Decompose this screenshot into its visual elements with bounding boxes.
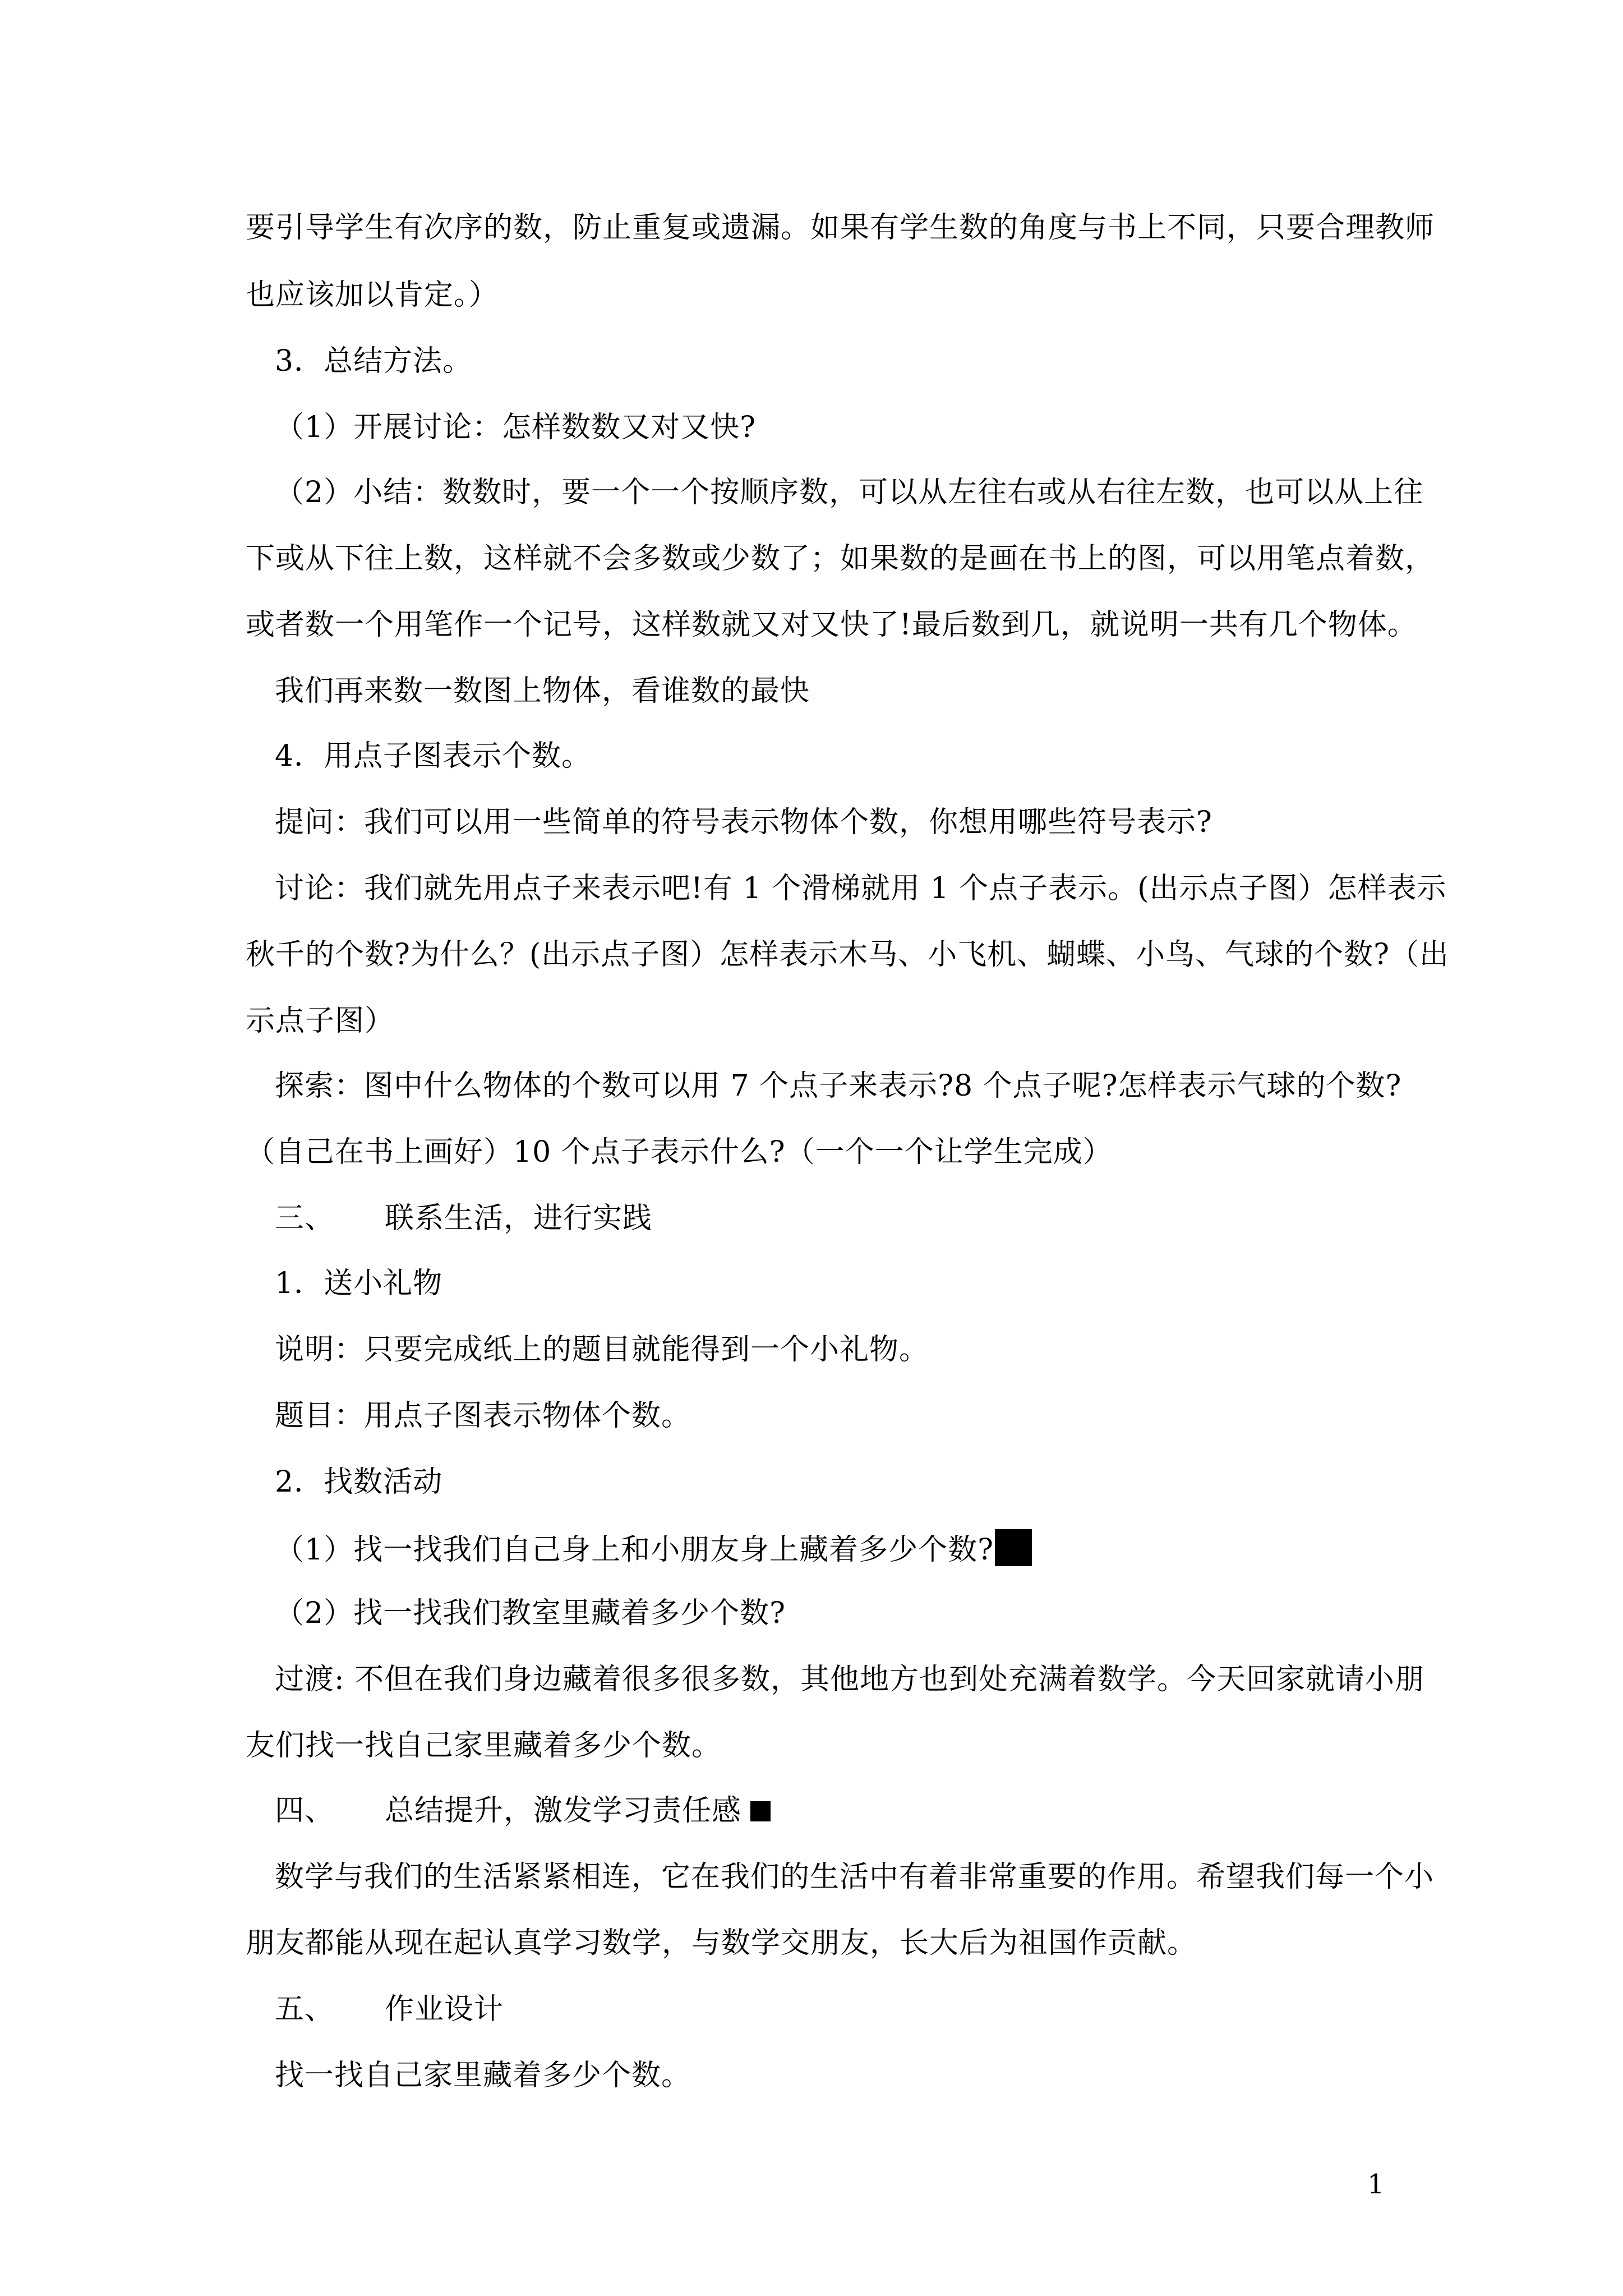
paragraph-line: （自己在书上画好）10 个点子表示什么?（一个一个让学生完成）	[246, 1135, 1113, 1169]
paragraph-line: （2）小结：数数时，要一个一个按顺序数，可以从左往右或从右往左数，也可以从上往	[275, 476, 1424, 509]
paragraph-line: 要引导学生有次序的数，防止重复或遗漏。如果有学生数的角度与书上不同，只要合理教师	[246, 211, 1435, 245]
paragraph-line: 或者数一个用笔作一个记号，这样数就又对又快了!最后数到几，就说明一共有几个物体。	[246, 608, 1417, 642]
section-heading-3	[275, 1200, 1419, 1236]
paragraph-line: 我们再来数一数图上物体，看谁数的最快	[275, 674, 810, 708]
heading-number: 四、	[275, 1794, 335, 1828]
paragraph-line: 讨论：我们就先用点子来表示吧!有 1 个滑梯就用 1 个点子表示。(出示点子图）怎样表示	[275, 872, 1447, 905]
paragraph-line: 提问：我们可以用一些简单的符号表示物体个数，你想用哪些符号表示?	[275, 806, 1212, 839]
paragraph-line: （1）开展讨论：怎样数数又对又快?	[275, 411, 756, 444]
paragraph-line: 探索：图中什么物体的个数可以用 7 个点子来表示?8 个点子呢?怎样表示气球的个数?	[275, 1069, 1402, 1103]
paragraph-line: 1．送小礼物	[275, 1267, 443, 1300]
paragraph-line: 下或从下往上数，这样就不会多数或少数了；如果数的是画在书上的图，可以用笔点着数，	[246, 542, 1435, 576]
paragraph-line: 示点子图）	[246, 1004, 395, 1038]
paragraph-line: 朋友都能从现在起认真学习数学，与数学交朋友，长大后为祖国作贡献。	[246, 1926, 1197, 1960]
paragraph-line: 友们找一找自己家里藏着多少个数。	[246, 1729, 722, 1763]
heading-number: 三、	[275, 1202, 335, 1235]
paragraph-line: 题目：用点子图表示物体个数。	[275, 1399, 691, 1433]
paragraph-text: （1）找一找我们自己身上和小朋友身上藏着多少个数?	[275, 1533, 994, 1567]
paragraph-line: 秋千的个数?为什么？(出示点子图）怎样表示木马、小飞机、蝴蝶、小鸟、气球的个数?（出	[246, 938, 1450, 972]
paragraph-line-with-box	[275, 1529, 1419, 1565]
heading-number: 五、	[275, 1993, 335, 2026]
heading-title: 作业设计	[385, 1993, 504, 2026]
page-number: 1	[1367, 2169, 1385, 2200]
section-heading-4	[275, 1793, 1419, 1829]
section-step-3: 3．总结方法。	[275, 344, 473, 378]
square-mark-icon	[750, 1801, 771, 1821]
paragraph-line: 2．找数活动	[275, 1465, 443, 1499]
paragraph-line: 过渡: 不但在我们身边藏着很多很多数，其他地方也到处充满着数学。今天回家就请小朋	[275, 1663, 1425, 1696]
heading-title: 联系生活，进行实践	[385, 1202, 653, 1235]
heading-title: 总结提升，激发学习责任感	[385, 1794, 742, 1828]
paragraph-line: （2）找一找我们教室里藏着多少个数?	[275, 1596, 786, 1630]
section-heading-5	[275, 1991, 1419, 2027]
section-step-4: 4．用点子图表示个数。	[275, 739, 592, 773]
paragraph-line: 也应该加以肯定。）	[246, 278, 499, 312]
paragraph-line: 找一找自己家里藏着多少个数。	[275, 2059, 691, 2092]
redaction-box	[995, 1529, 1032, 1566]
paragraph-line: 数学与我们的生活紧紧相连，它在我们的生活中有着非常重要的作用。希望我们每一个小	[275, 1860, 1435, 1894]
paragraph-line: 说明：只要完成纸上的题目就能得到一个小礼物。	[275, 1333, 929, 1366]
